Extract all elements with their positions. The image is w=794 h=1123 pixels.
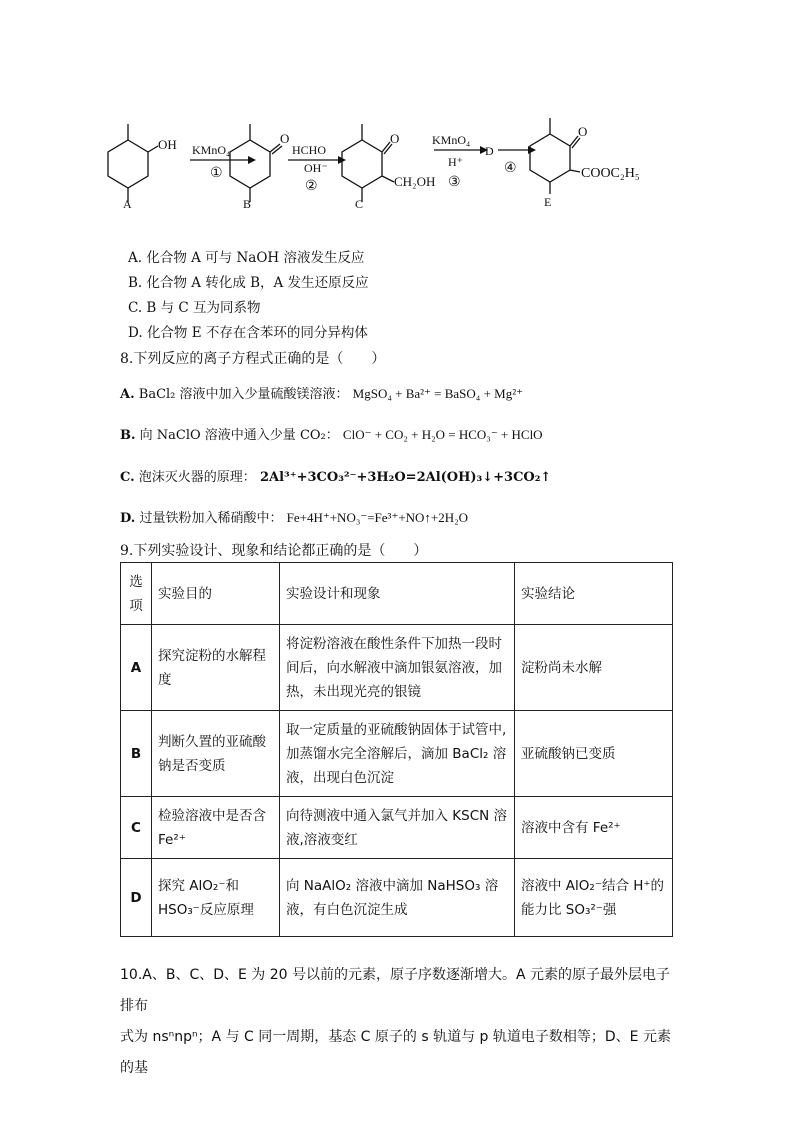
step-1: ①: [210, 166, 223, 181]
q8-b-equation: ClO⁻ + CO₂ + H₂O = HCO₃⁻ + HClO: [342, 427, 543, 442]
q8-option-c: [120, 466, 551, 485]
q8-title: 8.下列反应的离子方程式正确的是（ ）: [120, 351, 386, 367]
reagent-1-top: KMnO₄: [192, 143, 231, 157]
table-row: [121, 711, 673, 797]
q7-option-b: B. 化合物 A 转化成 B，A 发生还原反应: [128, 275, 369, 291]
reagent-3-mid: H⁺: [448, 155, 463, 169]
row-c-design: 向待测液中通入氯气并加入 KSCN 溶液,溶液变红: [280, 797, 515, 859]
q9-table: [120, 562, 673, 937]
row-b-purpose: 判断久置的亚硫酸钠是否变质: [152, 711, 280, 797]
compound-a-ring: [108, 140, 148, 188]
table-header-row: [121, 563, 673, 625]
q8-a-equation: MgSO₄ + Ba²⁺ = BaSO₄ + Mg²⁺: [352, 386, 523, 401]
q8-b-text: 向 NaClO 溶液中通入少量 CO₂：: [139, 428, 339, 443]
step-3: ③: [448, 175, 461, 190]
step-2: ②: [305, 179, 318, 194]
group-o-b: O: [280, 131, 290, 146]
q8-d-equation: Fe+4H⁺+NO₃⁻=Fe³⁺+NO↑+2H₂O: [286, 510, 469, 525]
q8-option-a: [120, 383, 523, 402]
row-c-purpose: 检验溶液中是否含 Fe²⁺: [152, 797, 280, 859]
compound-b-ring: [230, 140, 270, 188]
q8-c-equation: 2Al³⁺+3CO₃²⁻+3H₂O=2Al(OH)₃↓+3CO₂↑: [259, 470, 552, 485]
q8-option-b: [120, 424, 543, 443]
header-design: 实验设计和现象: [280, 563, 515, 625]
row-b-option: B: [121, 711, 152, 797]
q7-option-d: D. 化合物 E 不存在含苯环的同分异构体: [128, 325, 368, 341]
group-ch2oh: CH₂OH: [394, 174, 436, 189]
row-d-design: 向 NaAlO₂ 溶液中滴加 NaHSO₃ 溶液，有白色沉淀生成: [280, 859, 515, 937]
row-a-design: 将淀粉溶液在酸性条件下加热一段时间后，向水解液中滴加银氨溶液，加热，未出现光亮的银镜: [280, 625, 515, 711]
q10-text: [120, 960, 675, 1084]
label-c: C: [355, 197, 364, 211]
q8-a-text: BaCl₂ 溶液中加入少量硫酸镁溶液：: [138, 387, 349, 402]
step-4: ④: [504, 161, 517, 176]
row-d-purpose: 探究 AlO₂⁻和 HSO₃⁻反应原理: [152, 859, 280, 937]
table-row: [121, 797, 673, 859]
row-d-conclusion: 溶液中 AlO₂⁻结合 H⁺的能力比 SO₃²⁻强: [515, 859, 673, 937]
row-a-option: A: [121, 625, 152, 711]
q8-c-label: C.: [120, 470, 135, 485]
q8-b-label: B.: [120, 428, 136, 443]
reagent-3-top: KMnO₄: [432, 133, 471, 147]
group-o-c: O: [390, 131, 400, 146]
reagent-2-mid: OH⁻: [304, 161, 328, 175]
q7-option-c: C. B 与 C 互为同系物: [128, 300, 261, 316]
q8-a-label: A.: [120, 387, 135, 402]
label-e: E: [544, 195, 552, 209]
header-conclusion: 实验结论: [515, 563, 673, 625]
header-option: 选项: [121, 563, 152, 625]
group-o-e: O: [578, 124, 588, 139]
q8-d-label: D.: [120, 511, 136, 526]
q8-c-text: 泡沫灭火器的原理：: [138, 470, 256, 485]
row-c-conclusion: 溶液中含有 Fe²⁺: [515, 797, 673, 859]
group-oh: OH: [158, 137, 177, 152]
row-d-option: D: [121, 859, 152, 937]
row-b-design: 取一定质量的亚硫酸钠固体于试管中,加蒸馏水完全溶解后，滴加 BaCl₂ 溶液，出现白色沉淀: [280, 711, 515, 797]
q8-option-d: [120, 507, 468, 526]
row-a-conclusion: 淀粉尚未水解: [515, 625, 673, 711]
q8-d-text: 过量铁粉加入稀硝酸中：: [139, 511, 283, 526]
q9-title: 9.下列实验设计、现象和结论都正确的是（ ）: [120, 543, 428, 559]
row-a-purpose: 探究淀粉的水解程度: [152, 625, 280, 711]
q10-line-2: 式为 nsⁿnpⁿ；A 与 C 同一周期，基态 C 原子的 s 轨道与 p 轨道电子数相等；D、E 元素的基: [120, 1029, 671, 1076]
label-a: A: [123, 197, 132, 211]
group-ester: COOC₂H₅: [581, 166, 640, 181]
q7-option-a: A. 化合物 A 可与 NaOH 溶液发生反应: [128, 250, 365, 266]
reaction-scheme: [100, 110, 700, 220]
header-purpose: 实验目的: [152, 563, 280, 625]
row-b-conclusion: 亚硫酸钠已变质: [515, 711, 673, 797]
table-row: [121, 859, 673, 937]
q10-line-1: 10.A、B、C、D、E 为 20 号以前的元素，原子序数逐渐增大。A 元素的原子最外层电子排布: [120, 967, 671, 1014]
reagent-2-top: HCHO: [292, 143, 327, 157]
compound-c-ring: [342, 140, 382, 188]
compound-e-ring: [530, 134, 570, 182]
label-b: B: [243, 197, 252, 211]
label-d: D: [485, 144, 494, 158]
row-c-option: C: [121, 797, 152, 859]
table-row: [121, 625, 673, 711]
